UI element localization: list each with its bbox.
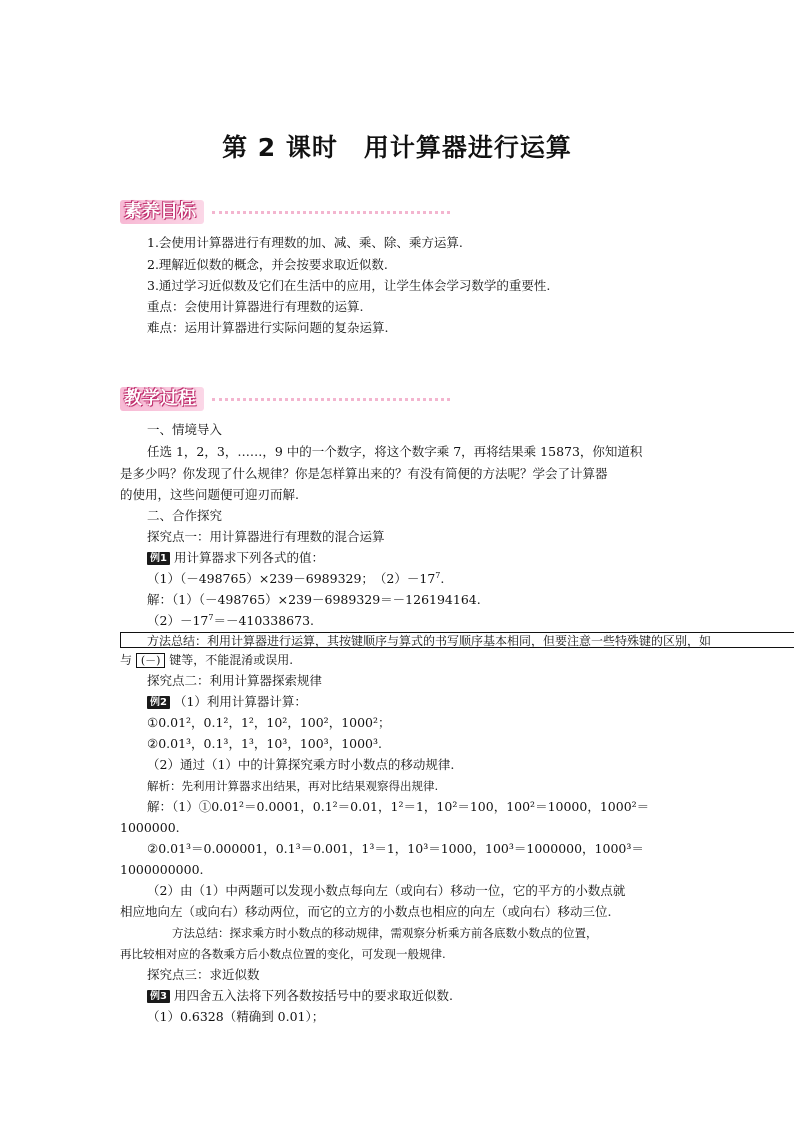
example-3-tag: 例3 [147,990,170,1003]
intro-line-1: 任选 1，2，3，……，9 中的一个数字，将这个数字乘 7，再将结果乘 15873，你知道积 [147,444,643,459]
method-summary-line-2 [120,651,293,669]
example-1-solution-2 [147,612,314,630]
heading-intro: 一、情境导入 [147,422,223,437]
example-3-item-1: （1）0.6328（精确到 0.01）； [147,1009,325,1024]
method-summary-box: 方法总结：利用计算器进行运算，其按键顺序与算式的书写顺序基本相同，但要注意一些特殊键的区别，如 [120,632,794,648]
goals-banner [120,200,450,224]
goal-2: 2.理解近似数的概念，并会按要求取近似数. [147,257,388,272]
exponent: 7 [435,571,441,580]
example-2-text: （1）利用计算器计算： [173,694,307,709]
example-2-solution-3b: 相应地向左（或向右）移动两位，而它的立方的小数点也相应的向左（或向右）移动三位. [120,904,612,919]
example-2-solution-1b: 1000000. [120,820,180,835]
goal-key-point: 重点：会使用计算器进行有理数的运算. [147,299,364,314]
example-2-question-2: （2）通过（1）中的计算探究乘方时小数点的移动规律. [147,757,455,772]
example-2-analysis: 解析：先利用计算器求出结果，再对比结果观察得出规律. [147,779,439,793]
example-2-solution-2b: 1000000000. [120,862,204,877]
example-2-question [147,693,307,711]
point-2-title: 探究点二：利用计算器探索规律 [147,673,323,688]
solution-2-rhs: ＝－410338673. [213,613,315,628]
example-2-solution-3: （2）由（1）中两题可以发现小数点每向左（或向右）移动一位，它的平方的小数点就 [147,883,626,898]
negative-key: (－) [136,653,166,668]
method-text-a: 与 [120,653,133,667]
example-1-solution-1: 解：（1）（－498765）×239－6989329＝－126194164. [147,592,481,607]
example-2-solution-2: ②0.01³＝0.000001，0.1³＝0.001，1³＝1，10³＝1000，100³＝1000000，1000³＝ [147,841,644,856]
intro-line-2: 是多少吗？你发现了什么规律？你是怎样算出来的？有没有简便的方法呢？学会了计算器 [120,466,608,481]
heading-explore: 二、合作探究 [147,508,223,523]
example-1-text: 用计算器求下列各式的值： [173,550,324,565]
point-3-title: 探究点三：求近似数 [147,967,260,982]
example-1-items [147,570,444,588]
method-summary-2b: 再比较相对应的各数乘方后小数点位置的变化，可发现一般规律. [120,947,446,961]
example-2-row-1: ①0.01²，0.1²，1²，10²，100²，1000²； [147,715,391,730]
goal-1: 1.会使用计算器进行有理数的加、减、乘、除、乘方运算. [147,235,463,250]
goal-3: 3.通过学习近似数及它们在生活中的应用，让学生体会学习数学的重要性. [147,278,551,293]
process-banner [120,387,450,411]
example-1-items-end: . [440,571,445,586]
banner-dots [212,211,450,214]
example-3-text: 用四舍五入法将下列各数按括号中的要求取近似数. [173,988,453,1003]
exponent: 7 [208,613,214,622]
example-2-solution-1: 解：（1）①0.01²＝0.0001，0.1²＝0.01，1²＝1，10²＝100，100²＝10000，1000²＝ [147,799,650,814]
example-1-question [147,549,324,567]
example-2-tag: 例2 [147,696,170,709]
point-1-title: 探究点一：用计算器进行有理数的混合运算 [147,529,385,544]
process-banner-label: 教学过程 [120,387,204,411]
banner-dots [212,398,450,401]
goals-banner-label: 素养目标 [120,200,204,224]
goal-difficulty: 难点：运用计算器进行实际问题的复杂运算. [147,320,389,335]
intro-line-3: 的使用，这些问题便可迎刃而解. [120,487,299,502]
solution-2-lhs: （2）－17 [147,613,209,628]
method-summary-2: 方法总结：探求乘方时小数点的移动规律，需观察分析乘方前各底数小数点的位置， [172,926,598,940]
example-1-tag: 例1 [147,552,170,565]
example-1-items-text: （1）（－498765）×239－6989329； （2）－17 [147,571,436,586]
example-3-question [147,987,453,1005]
method-text-b: 键等，不能混淆或误用. [169,653,294,667]
example-2-row-2: ②0.01³，0.1³，1³，10³，100³，1000³. [147,736,382,751]
page-title: 第 2 课时 用计算器进行运算 [222,133,572,162]
